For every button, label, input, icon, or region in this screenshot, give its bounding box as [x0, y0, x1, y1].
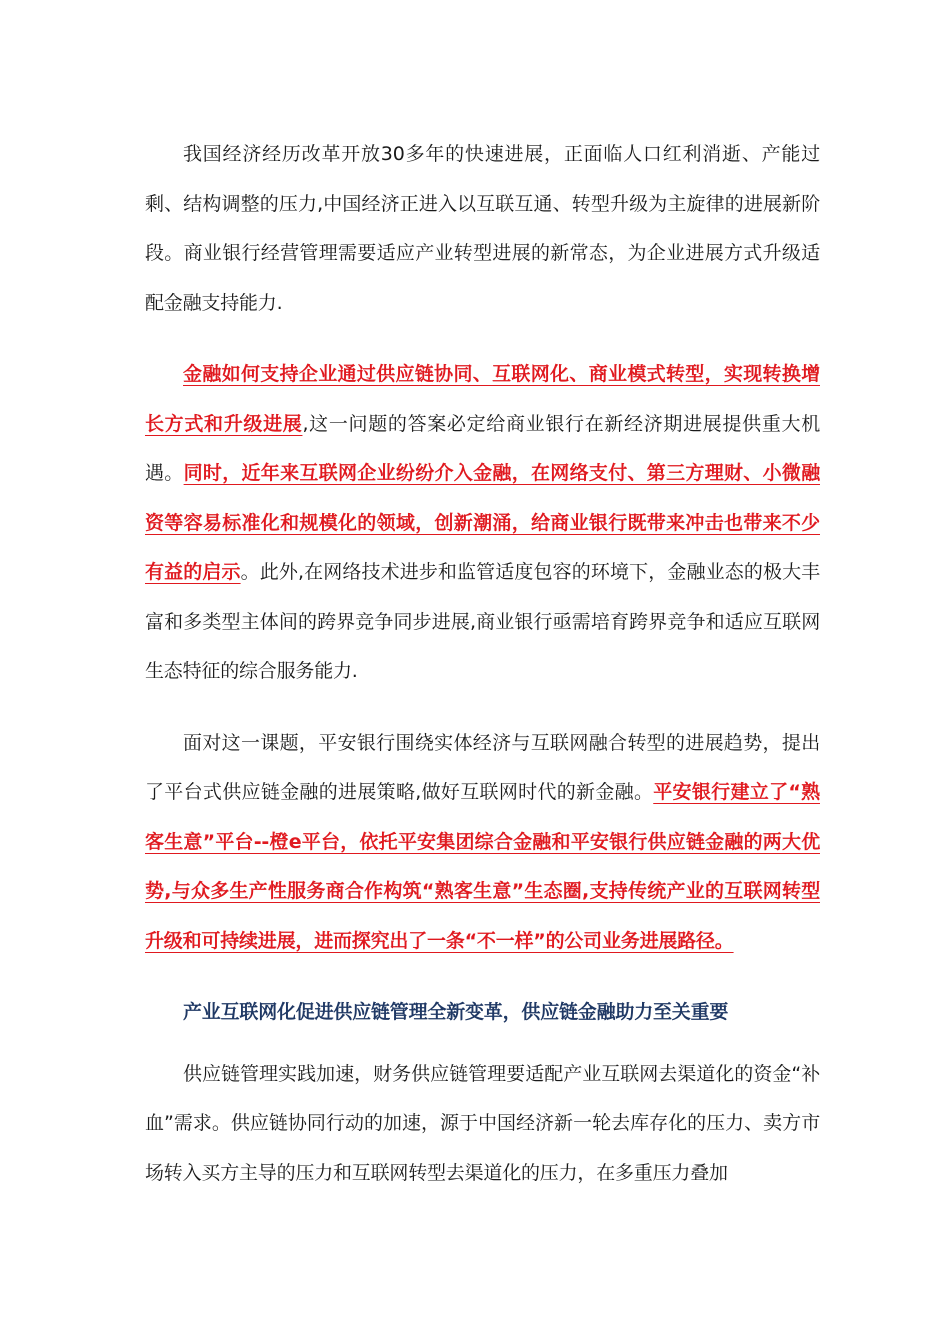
emphasis-finance-question: 金融如何支持企业通过供应链协同、互联网化、商业模式转型，实现转换增长方式和升级进展	[145, 363, 820, 435]
paragraph-pingan-strategy	[145, 719, 820, 967]
paragraph-finance-question-text: ,这一问题的答案必定给商业银行在新经济期进展提供重大机遇。	[145, 412, 820, 484]
paragraph-finance-question	[145, 350, 820, 697]
paragraph-intro-text: 我国经济经历改革开放30多年的快速进展，正面临人口红利消逝、产能过剩、结构调整的压力,中国经济正进入以互联互通、转型升级为主旋律的进展新阶段。商业银行经营管理需要适应产业转型进展的新常态，为企业进展方式升级适配金融支持能力.	[145, 143, 820, 314]
emphasis-orange-e-platform: 平安银行建立了“熟客生意”平台--橙e平台，依托平安集团综合金融和平安银行供应链金融的两大优势,与众多生产性服务商合作构筑“熟客生意”生态圈,支持传统产业的互联网转型升级和可持续进展，进而探究出了一条“不一样”的公司业务进展路径。	[145, 781, 820, 952]
paragraph-pingan-strategy-text: 面对这一课题，平安银行围绕实体经济与互联网融合转型的进展趋势，提出了平台式供应链金融的进展策略,做好互联网时代的新金融。	[145, 731, 820, 803]
emphasis-internet-finance: 同时，近年来互联网企业纷纷介入金融，在网络支付、第三方理财、小微融资等容易标准化和规模化的领域，创新潮涌，给商业银行既带来冲击也带来不少有益的启示	[145, 462, 820, 583]
paragraph-supply-chain-text: 供应链管理实践加速，财务供应链管理要适配产业互联网去渠道化的资金“补血”需求。供应链协同行动的加速，源于中国经济新一轮去库存化的压力、卖方市场转入买方主导的压力和互联网转型去渠道化的压力，在多重压力叠加	[145, 1062, 820, 1184]
section-heading: 产业互联网化促进供应链管理全新变革，供应链金融助力至关重要	[183, 1001, 729, 1023]
paragraph-supply-chain	[145, 1050, 820, 1199]
paragraph-intro	[145, 130, 820, 328]
paragraph-finance-question-tail: 。此外,在网络技术进步和监管适度包容的环境下，金融业态的极大丰富和多类型主体间的跨界竞争同步进展,商业银行亟需培育跨界竞争和适应互联网生态特征的综合服务能力.	[145, 561, 820, 682]
